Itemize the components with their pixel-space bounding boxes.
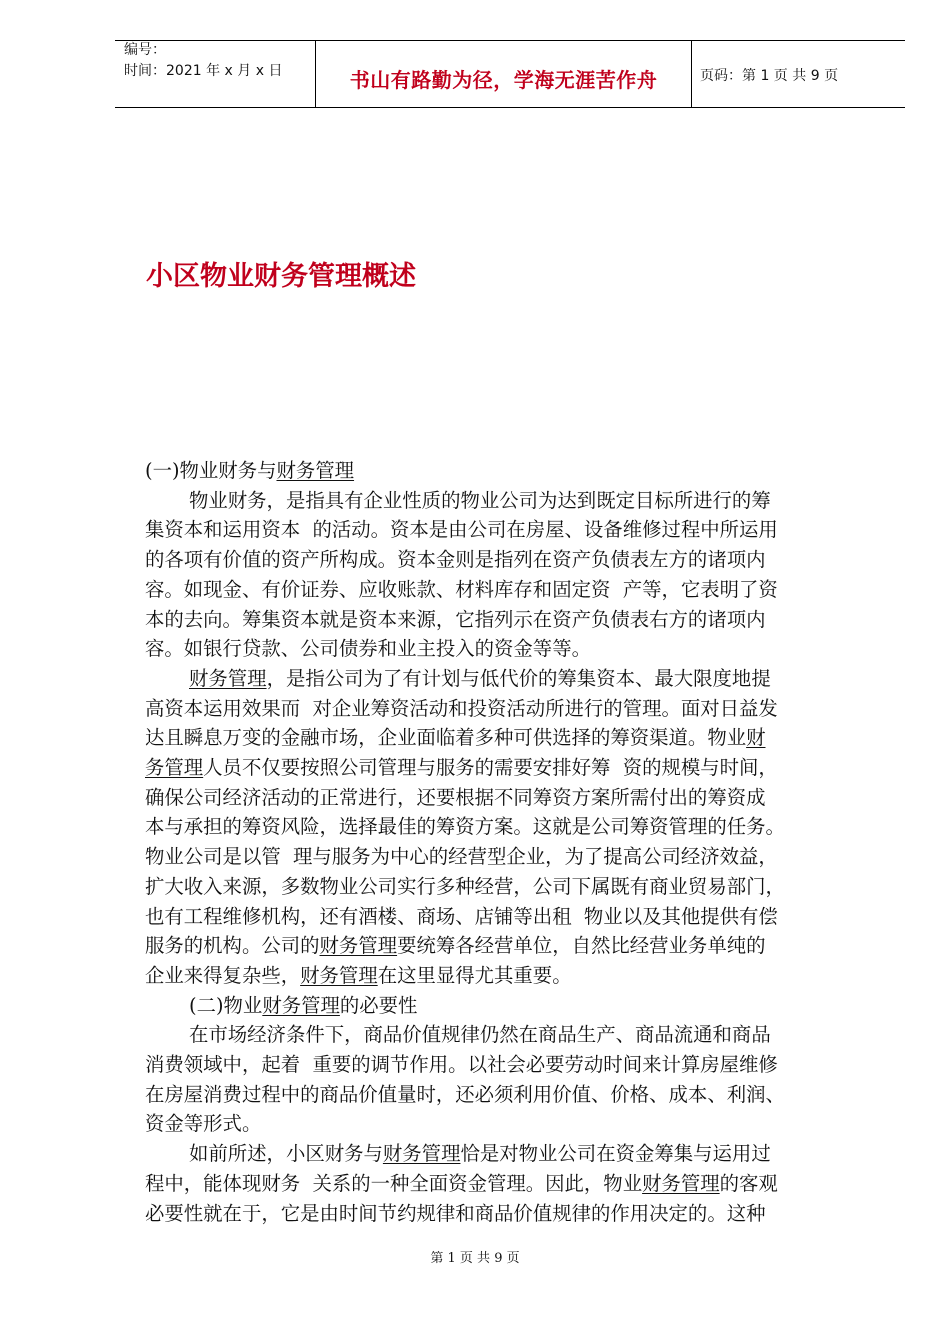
body-line: 达且瞬息万变的金融市场，企业面临着多种可供选择的筹资渠道。物业财 (145, 726, 766, 750)
header-divider-right (691, 40, 692, 107)
body-line: 务管理人员不仅要按照公司管理与服务的需要安排好筹 资的规模与时间， (145, 756, 778, 780)
section-heading-2: (二)物业财务管理的必要性 (189, 993, 418, 1017)
body-line: 高资本运用效果而 对企业筹资活动和投资活动所进行的管理。面对日益发 (145, 696, 778, 720)
header-bottom-rule (115, 107, 905, 108)
body-line: 本的去向。筹集资本就是资本来源，它指列示在资产负债表右方的诸项内 (145, 607, 766, 631)
body-line: 程中，能体现财务 关系的一种全面资金管理。因此，物业财务管理的客观 (145, 1171, 778, 1195)
link-financial-management[interactable]: 财务管理 (300, 963, 378, 987)
body-line: 如前所述，小区财务与财务管理恰是对物业公司在资金筹集与运用过 (189, 1142, 771, 1166)
body-line: 服务的机构。公司的财务管理要统筹各经营单位，自然比经营业务单纯的 (145, 934, 766, 958)
body-line: 物业财务，是指具有企业性质的物业公司为达到既定目标所进行的筹 (189, 488, 771, 512)
body-line: 在房屋消费过程中的商品价值量时，还必须利用价值、价格、成本、利润、 (145, 1082, 785, 1106)
link-financial-management[interactable]: 财 (746, 726, 766, 750)
link-financial-management[interactable]: 务管理 (145, 756, 204, 780)
section-heading-1: (一)物业财务与财务管理 (145, 459, 355, 482)
header-number-label: 编号： (124, 42, 166, 58)
body-line: 容。如现金、有价证券、应收账款、材料库存和固定资 产等，它表明了资 (145, 577, 778, 601)
body-line: 的各项有价值的资产所构成。资本金则是指列在资产负债表左方的诸项内 (145, 548, 766, 572)
link-financial-management[interactable]: 财务管理 (319, 934, 398, 958)
body-line: 扩大收入来源，多数物业公司实行多种经营，公司下属既有商业贸易部门， (145, 874, 785, 898)
link-financial-management[interactable]: 财务管理 (189, 666, 267, 690)
document-title: 小区物业财务管理概述 (146, 261, 416, 292)
link-financial-management[interactable]: 财务管理 (382, 1142, 461, 1166)
body-line: 也有工程维修机构，还有酒楼、商场、店铺等出租 物业以及其他提供有偿 (145, 904, 778, 928)
body-line: 财务管理，是指公司为了有计划与低代价的筹集资本、最大限度地提 (189, 666, 771, 690)
page-footer: 第 1 页 共 9 页 (430, 1251, 520, 1266)
link-financial-management[interactable]: 财务管理 (262, 993, 340, 1017)
body-line: 物业公司是以管 理与服务为中心的经营型企业，为了提高公司经济效益， (145, 845, 778, 869)
body-line: 必要性就在于，它是由时间节约规律和商品价值规律的作用决定的。这种 (145, 1201, 766, 1225)
header-motto: 书山有路勤为径，学海无涯苦作舟 (349, 68, 658, 92)
link-financial-management[interactable]: 财务管理 (642, 1171, 720, 1195)
body-line: 消费领域中，起着 重要的调节作用。以社会必要劳动时间来计算房屋维修 (145, 1053, 778, 1077)
body-line: 在市场经济条件下，商品价值规律仍然在商品生产、商品流通和商品 (189, 1023, 771, 1047)
body-line: 资金等形式。 (145, 1112, 262, 1136)
link-financial-management[interactable]: 财务管理 (276, 459, 355, 482)
header-time-label: 时间：2021 年 x 月 x 日 (124, 63, 283, 79)
document-body (145, 456, 875, 1228)
header-page-label: 页码：第 1 页 共 9 页 (700, 68, 839, 84)
body-line: 本与承担的筹资风险，选择最佳的筹资方案。这就是公司筹资管理的任务。 (145, 815, 785, 839)
header-meta (124, 40, 282, 82)
body-line: 集资本和运用资本 的活动。资本是由公司在房屋、设备维修过程中所运用 (145, 518, 778, 542)
body-line: 容。如银行贷款、公司债券和业主投入的资金等等。 (145, 637, 591, 661)
body-line: 确保公司经济活动的正常进行，还要根据不同筹资方案所需付出的筹资成 (145, 785, 766, 809)
body-line: 企业来得复杂些，财务管理在这里显得尤其重要。 (145, 963, 572, 987)
